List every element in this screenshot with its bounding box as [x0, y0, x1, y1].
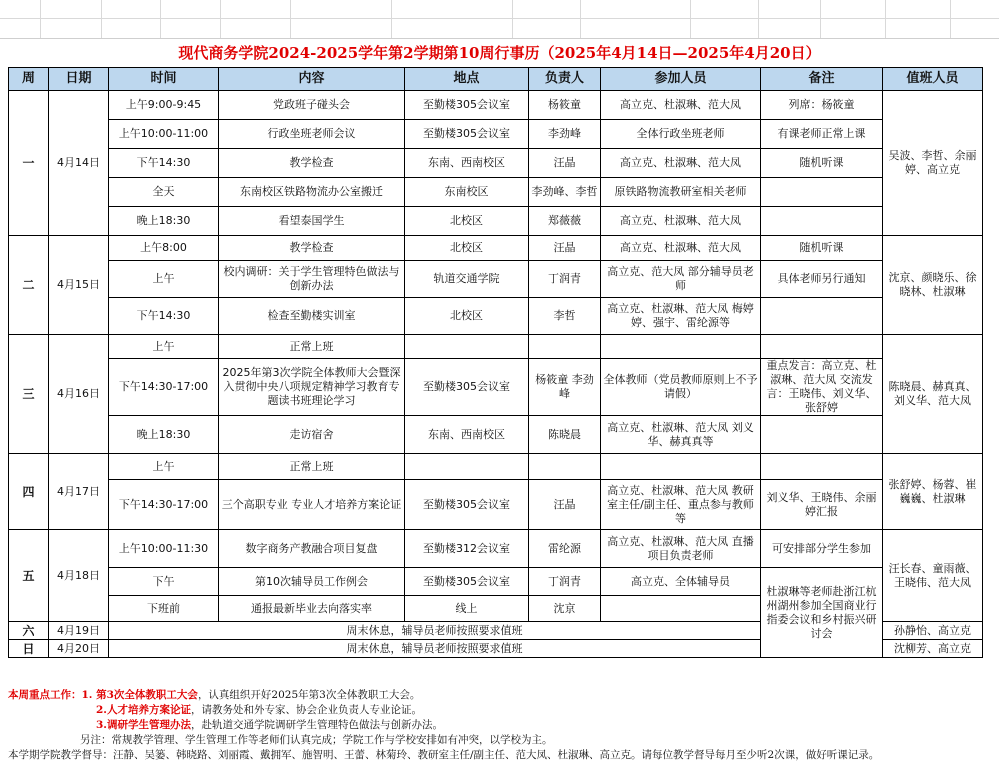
- owner-cell: 杨筱童 李劲峰: [529, 359, 601, 416]
- participants-cell: 高立克、杜淑琳、范大凤 梅婷婷、强宇、雷纶源等: [601, 298, 761, 335]
- participants-cell: [601, 596, 761, 622]
- content-cell: 校内调研：关于学生管理特色做法与创新办法: [219, 261, 405, 298]
- day-cell: 日: [9, 640, 49, 658]
- table-row: [9, 454, 983, 480]
- table-row: [9, 335, 983, 359]
- owner-cell: 陈晓晨: [529, 416, 601, 454]
- note-cell: [761, 416, 883, 454]
- table-row: [9, 359, 983, 416]
- table-row: [9, 207, 983, 236]
- footer-item-3-head: 3.调研学生管理办法: [96, 719, 191, 731]
- content-cell: 第10次辅导员工作例会: [219, 568, 405, 596]
- participants-cell: 高立克、范大凤 部分辅导员老师: [601, 261, 761, 298]
- participants-cell: 全体行政坐班老师: [601, 120, 761, 149]
- participants-cell: 高立克、杜淑琳、范大凤: [601, 236, 761, 261]
- time-cell: 上午: [109, 261, 219, 298]
- owner-cell: 杨筱童: [529, 91, 601, 120]
- table-row: [9, 480, 983, 530]
- content-cell: 走访宿舍: [219, 416, 405, 454]
- place-cell: 至勤楼312会议室: [405, 530, 529, 568]
- header-time: 时间: [109, 68, 219, 91]
- footer-notes: [8, 688, 988, 763]
- footer-item-1: [8, 688, 988, 703]
- participants-cell: 高立克、杜淑琳、范大凤 直播项目负责老师: [601, 530, 761, 568]
- time-cell: 晚上18:30: [109, 207, 219, 236]
- place-cell: 至勤楼305会议室: [405, 568, 529, 596]
- content-cell: 周末休息，辅导员老师按照要求值班: [109, 622, 761, 640]
- time-cell: 上午8:00: [109, 236, 219, 261]
- header-place: 地点: [405, 68, 529, 91]
- footer-item-1-body: ，认真组织开好2025年第3次全体教职工大会。: [197, 689, 421, 701]
- place-cell: 东南、西南校区: [405, 416, 529, 454]
- header-owner: 负责人: [529, 68, 601, 91]
- duty-cell: 张舒婷、杨蓉、崔巍巍、杜淑琳: [883, 454, 983, 530]
- date-cell: 4月15日: [49, 236, 109, 335]
- table-row: [9, 120, 983, 149]
- place-cell: 至勤楼305会议室: [405, 120, 529, 149]
- table-row: [9, 149, 983, 178]
- date-cell: 4月16日: [49, 335, 109, 454]
- footer-item-3-body: ，赴轨道交通学院调研学生管理特色做法与创新办法。: [190, 719, 443, 731]
- day-cell: 四: [9, 454, 49, 530]
- owner-cell: 郑薇薇: [529, 207, 601, 236]
- owner-cell: 丁润青: [529, 568, 601, 596]
- place-cell: [405, 335, 529, 359]
- content-cell: 数字商务产教融合项目复盘: [219, 530, 405, 568]
- place-cell: 东南校区: [405, 178, 529, 207]
- duty-cell: 沈柳芳、高立克: [883, 640, 983, 658]
- note-cell: 列席：杨筱童: [761, 91, 883, 120]
- note-cell: [761, 178, 883, 207]
- owner-cell: 雷纶源: [529, 530, 601, 568]
- footer-item-1-head: 1. 第3次全体教职工大会: [81, 689, 198, 701]
- footer-item-2: [8, 703, 988, 718]
- place-cell: 轨道交通学院: [405, 261, 529, 298]
- owner-cell: 汪晶: [529, 236, 601, 261]
- participants-cell: [601, 335, 761, 359]
- place-cell: 线上: [405, 596, 529, 622]
- table-row: [9, 298, 983, 335]
- time-cell: 晚上18:30: [109, 416, 219, 454]
- content-cell: 正常上班: [219, 454, 405, 480]
- day-cell: 五: [9, 530, 49, 622]
- header-duty: 值班人员: [883, 68, 983, 91]
- footer-item-2-head: 2.人才培养方案论证: [96, 704, 191, 716]
- header-note: 备注: [761, 68, 883, 91]
- content-cell: 2025年第3次学院全体教师大会暨深入贯彻中央八项规定精神学习教育专题读书班理论学习: [219, 359, 405, 416]
- table-row: [9, 261, 983, 298]
- footer-item-2-body: ，请教务处和外专家、协会企业负责人专业论证。: [190, 704, 422, 716]
- footer-item-3: [8, 718, 988, 733]
- table-row: [9, 416, 983, 454]
- time-cell: 下午14:30-17:00: [109, 359, 219, 416]
- owner-cell: 李劲峰、李哲: [529, 178, 601, 207]
- note-cell: 刘义华、王晓伟、余丽婷汇报: [761, 480, 883, 530]
- time-cell: 下午14:30-17:00: [109, 480, 219, 530]
- page-title: 现代商务学院2024-2025学年第2学期第10周行事历（2025年4月14日—2025年4月20日）: [178, 44, 821, 62]
- duty-cell: 陈晓晨、赫真真、刘义华、范大凤: [883, 335, 983, 454]
- place-cell: 北校区: [405, 298, 529, 335]
- date-cell: 4月17日: [49, 454, 109, 530]
- duty-cell: 吴波、李哲、余丽婷、高立克: [883, 91, 983, 236]
- content-cell: 通报最新毕业去向落实率: [219, 596, 405, 622]
- participants-cell: 高立克、杜淑琳、范大凤: [601, 207, 761, 236]
- note-cell: 可安排部分学生参加: [761, 530, 883, 568]
- note-cell: [761, 298, 883, 335]
- note-cell: 杜淑琳等老师赴浙江杭州湖州参加全国商业行指委会议和乡村振兴研讨会: [761, 568, 883, 658]
- owner-cell: 李劲峰: [529, 120, 601, 149]
- time-cell: 全天: [109, 178, 219, 207]
- duty-cell: 孙静怡、高立克: [883, 622, 983, 640]
- schedule-table: [8, 67, 983, 658]
- footer-note: 另注：常规教学管理、学生管理工作等老师们认真完成；学院工作与学校安排如有冲突，以学校为主。: [80, 734, 553, 746]
- content-cell: 三个高职专业 专业人才培养方案论证: [219, 480, 405, 530]
- place-cell: 北校区: [405, 236, 529, 261]
- time-cell: 下班前: [109, 596, 219, 622]
- time-cell: 上午9:00-9:45: [109, 91, 219, 120]
- content-cell: 行政坐班老师会议: [219, 120, 405, 149]
- place-cell: 北校区: [405, 207, 529, 236]
- header-content: 内容: [219, 68, 405, 91]
- table-row: [9, 178, 983, 207]
- note-cell: [761, 335, 883, 359]
- table-row: [9, 530, 983, 568]
- header-row: [9, 68, 983, 91]
- content-cell: 周末休息，辅导员老师按照要求值班: [109, 640, 761, 658]
- footer-supervisors: 本学期学院教学督导：汪静、吴篓、韩晓路、刘丽霞、戴拥军、施智明、王蕾、林菊玲、教研室主任/副主任、范大凤、杜淑琳、高立克。请每位教学督导每月至少听2次课，做好听课记录。: [8, 749, 880, 761]
- day-cell: 二: [9, 236, 49, 335]
- participants-cell: 高立克、杜淑琳、范大凤: [601, 91, 761, 120]
- participants-cell: 高立克、杜淑琳、范大凤 教研室主任/副主任、重点参与教师等: [601, 480, 761, 530]
- place-cell: 至勤楼305会议室: [405, 359, 529, 416]
- date-cell: 4月18日: [49, 530, 109, 622]
- day-cell: 三: [9, 335, 49, 454]
- content-cell: 正常上班: [219, 335, 405, 359]
- table-row: [9, 568, 983, 596]
- header-participants: 参加人员: [601, 68, 761, 91]
- participants-cell: [601, 454, 761, 480]
- time-cell: 下午14:30: [109, 298, 219, 335]
- date-cell: 4月20日: [49, 640, 109, 658]
- time-cell: 上午: [109, 454, 219, 480]
- day-cell: 六: [9, 622, 49, 640]
- participants-cell: 高立克、杜淑琳、范大凤: [601, 149, 761, 178]
- day-cell: 一: [9, 91, 49, 236]
- note-cell: 随机听课: [761, 149, 883, 178]
- place-cell: 至勤楼305会议室: [405, 91, 529, 120]
- note-cell: 有课老师正常上课: [761, 120, 883, 149]
- note-cell: [761, 454, 883, 480]
- header-day: 周: [9, 68, 49, 91]
- content-cell: 党政班子碰头会: [219, 91, 405, 120]
- table-row: [9, 236, 983, 261]
- place-cell: [405, 454, 529, 480]
- participants-cell: 高立克、全体辅导员: [601, 568, 761, 596]
- content-cell: 看望泰国学生: [219, 207, 405, 236]
- participants-cell: 原铁路物流教研室相关老师: [601, 178, 761, 207]
- duty-cell: 汪长春、童雨薇、王晓伟、范大凤: [883, 530, 983, 622]
- content-cell: 教学检查: [219, 149, 405, 178]
- header-date: 日期: [49, 68, 109, 91]
- owner-cell: 汪晶: [529, 480, 601, 530]
- time-cell: 上午10:00-11:00: [109, 120, 219, 149]
- time-cell: 上午: [109, 335, 219, 359]
- content-cell: 教学检查: [219, 236, 405, 261]
- note-cell: 随机听课: [761, 236, 883, 261]
- footer-label: 本周重点工作：: [8, 689, 82, 701]
- note-cell: [761, 207, 883, 236]
- duty-cell: 沈京、颜晓乐、徐晓林、杜淑琳: [883, 236, 983, 335]
- participants-cell: 高立克、杜淑琳、范大凤 刘义华、赫真真等: [601, 416, 761, 454]
- content-cell: 东南校区铁路物流办公室搬迁: [219, 178, 405, 207]
- owner-cell: [529, 454, 601, 480]
- owner-cell: [529, 335, 601, 359]
- owner-cell: 汪晶: [529, 149, 601, 178]
- time-cell: 下午: [109, 568, 219, 596]
- date-cell: 4月14日: [49, 91, 109, 236]
- table-row: [9, 91, 983, 120]
- place-cell: 东南、西南校区: [405, 149, 529, 178]
- note-cell: 具体老师另行通知: [761, 261, 883, 298]
- owner-cell: 丁润青: [529, 261, 601, 298]
- place-cell: 至勤楼305会议室: [405, 480, 529, 530]
- participants-cell: 全体教师（党员教师原则上不予请假）: [601, 359, 761, 416]
- time-cell: 下午14:30: [109, 149, 219, 178]
- owner-cell: 李哲: [529, 298, 601, 335]
- note-cell: 重点发言：高立克、杜淑琳、范大凤 交流发言：王晓伟、刘义华、张舒婷: [761, 359, 883, 416]
- time-cell: 上午10:00-11:30: [109, 530, 219, 568]
- spreadsheet-grid: [0, 0, 999, 39]
- date-cell: 4月19日: [49, 622, 109, 640]
- content-cell: 检查至勤楼实训室: [219, 298, 405, 335]
- owner-cell: 沈京: [529, 596, 601, 622]
